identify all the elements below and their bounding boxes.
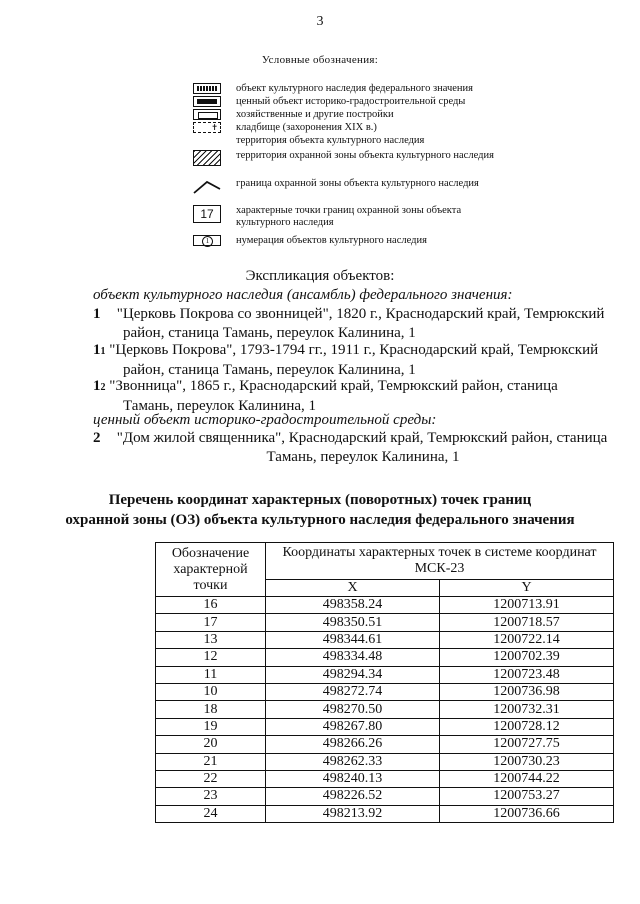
cell-y: 1200723.48 xyxy=(440,666,614,683)
legend-text: граница охранной зоны объекта культурного наследия xyxy=(236,178,479,189)
cell-x: 498294.34 xyxy=(266,666,440,683)
cell-point: 18 xyxy=(156,701,266,718)
cell-y: 1200702.39 xyxy=(440,649,614,666)
col-coords-header: Координаты характерных точек в системе координат МСК-23 xyxy=(266,543,614,580)
cell-x: 498334.48 xyxy=(266,649,440,666)
table-row xyxy=(156,788,614,805)
boundary-point-icon: 17 xyxy=(193,205,221,223)
col-y-header: Y xyxy=(440,580,614,597)
legend-text: нумерация объектов культурного наследия xyxy=(236,235,427,246)
cell-x: 498226.52 xyxy=(266,788,440,805)
outbuilding-icon xyxy=(193,109,221,120)
cell-y: 1200736.66 xyxy=(440,805,614,822)
legend-item xyxy=(193,122,526,134)
table-row xyxy=(156,597,614,614)
cell-x: 498350.51 xyxy=(266,614,440,631)
cell-point: 22 xyxy=(156,770,266,787)
hatched-zone-icon xyxy=(193,150,221,166)
legend-item xyxy=(193,235,526,247)
table-row xyxy=(156,631,614,648)
legend-text: территория объекта культурного наследия xyxy=(236,135,425,146)
table-row xyxy=(156,753,614,770)
legend-text: территория охранной зоны объекта культурного наследия xyxy=(236,150,494,161)
zone-boundary-icon xyxy=(193,178,221,196)
legend-item xyxy=(193,178,506,196)
cell-y: 1200713.91 xyxy=(440,597,614,614)
legend-item xyxy=(193,135,526,147)
legend-text: хозяйственные и другие постройки xyxy=(236,109,394,120)
table-row xyxy=(156,683,614,700)
valuable-heading: ценный объект историко-градостроительной среды: xyxy=(93,412,437,428)
cell-point: 17 xyxy=(156,614,266,631)
numbering-icon: 1 xyxy=(193,235,221,246)
table-row xyxy=(156,701,614,718)
cell-y: 1200718.57 xyxy=(440,614,614,631)
cell-y: 1200744.22 xyxy=(440,770,614,787)
table-row xyxy=(156,770,614,787)
cell-point: 24 xyxy=(156,805,266,822)
explication-title: Экспликация объектов: xyxy=(245,268,395,284)
coords-table xyxy=(155,542,614,823)
cell-point: 21 xyxy=(156,753,266,770)
legend-item xyxy=(193,96,526,108)
table-row xyxy=(156,718,614,735)
legend-text: ценный объект историко-градостроительной среды xyxy=(236,96,466,107)
col-point-header: Обозначение характерной точки xyxy=(156,543,266,597)
federal-heading: объект культурного наследия (ансамбль) федерального значения: xyxy=(93,287,513,303)
cell-y: 1200736.98 xyxy=(440,683,614,700)
cell-x: 498358.24 xyxy=(266,597,440,614)
page-number: 3 xyxy=(316,14,324,29)
cell-x: 498240.13 xyxy=(266,770,440,787)
cell-point: 19 xyxy=(156,718,266,735)
cell-point: 20 xyxy=(156,736,266,753)
cell-point: 23 xyxy=(156,788,266,805)
cell-y: 1200727.75 xyxy=(440,736,614,753)
cell-point: 11 xyxy=(156,666,266,683)
cell-y: 1200753.27 xyxy=(440,788,614,805)
cell-x: 498262.33 xyxy=(266,753,440,770)
heritage-territory-icon xyxy=(193,135,221,146)
cell-y: 1200732.31 xyxy=(440,701,614,718)
cell-x: 498267.80 xyxy=(266,718,440,735)
table-row xyxy=(156,614,614,631)
cell-point: 10 xyxy=(156,683,266,700)
table-row xyxy=(156,805,614,822)
object-entry: 2 "Дом жилой священника", Краснодарский край, Темрюкский район, станица Тамань, переулок Калинина, 1 xyxy=(93,430,608,465)
cell-y: 1200728.12 xyxy=(440,718,614,735)
legend-text: характерные точки границ охранной зоны объекта культурного наследия xyxy=(236,205,462,228)
cell-x: 498213.92 xyxy=(266,805,440,822)
cell-y: 1200722.14 xyxy=(440,631,614,648)
cell-x: 498270.50 xyxy=(266,701,440,718)
table-row xyxy=(156,666,614,683)
cell-point: 13 xyxy=(156,631,266,648)
object-entry: 1 "Церковь Покрова со звонницей", 1820 г., Краснодарский край, Темрюкский район, станица Тамань, переулок Калинина, 1 xyxy=(93,306,605,341)
legend-title: Условные обозначения: xyxy=(261,54,379,66)
cell-x: 498344.61 xyxy=(266,631,440,648)
cemetery-icon: ✝ xyxy=(193,122,221,133)
col-x-header: X xyxy=(266,580,440,597)
object-entry: 11 "Церковь Покрова", 1793-1794 гг., 1911 г., Краснодарский край, Темрюкский район, станица Тамань, переулок Калинина, 1 xyxy=(93,342,599,378)
legend-item xyxy=(193,150,506,166)
cell-point: 12 xyxy=(156,649,266,666)
coords-title: Перечень координат характерных (поворотных) точек границ охранной зоны (ОЗ) объекта культурного наследия федерального значения xyxy=(65,492,575,528)
legend-item xyxy=(193,109,526,121)
legend-item xyxy=(193,83,526,95)
federal-heritage-icon xyxy=(193,83,221,94)
object-entry: 12 "Звонница", 1865 г., Краснодарский край, Темрюкский район, станица Тамань, переулок Калинина, 1 xyxy=(93,378,558,414)
legend-item xyxy=(193,205,506,229)
legend-text: объект культурного наследия федерального значения xyxy=(236,83,473,94)
valuable-object-icon xyxy=(193,96,221,107)
cell-x: 498272.74 xyxy=(266,683,440,700)
cell-x: 498266.26 xyxy=(266,736,440,753)
legend-text: кладбище (захоронения XIX в.) xyxy=(236,122,377,133)
table-row xyxy=(156,649,614,666)
cell-point: 16 xyxy=(156,597,266,614)
cell-y: 1200730.23 xyxy=(440,753,614,770)
table-row xyxy=(156,736,614,753)
